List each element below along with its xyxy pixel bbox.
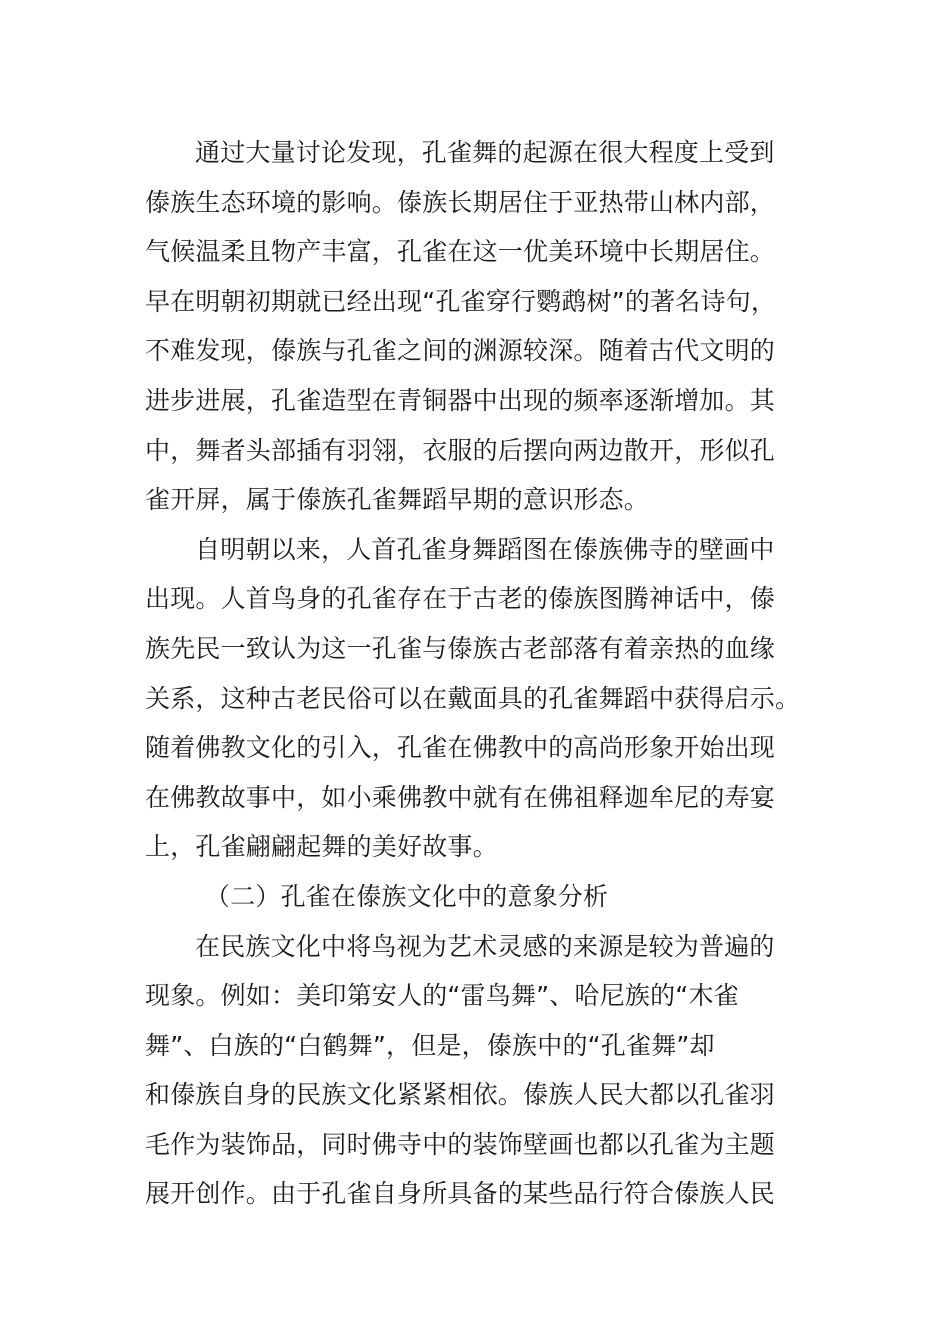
paragraph-line: 上，孔雀翩翩起舞的美好故事。 — [145, 832, 498, 862]
paragraph-2 — [145, 525, 805, 872]
paragraph-line: 毛作为装饰品，同时佛寺中的装饰壁画也都以孔雀为主题 — [145, 1129, 776, 1159]
paragraph-line: 自明朝以来，人首孔雀身舞蹈图在傣族佛寺的壁画中 — [195, 534, 775, 564]
paragraph-line: 中，舞者头部插有羽翎，衣服的后摆向两边散开，形似孔 — [145, 435, 776, 465]
paragraph-line: 现象。例如：美印第安人的“雷鸟舞”、哈尼族的“木雀 — [145, 981, 739, 1011]
paragraph-line: 气候温柔且物产丰富，孔雀在这一优美环境中长期居住。 — [145, 237, 776, 267]
paragraph-3 — [145, 922, 805, 1220]
section-heading: （二）孔雀在傣族文化中的意象分析 — [205, 881, 609, 911]
paragraph-line: 傣族生态环境的影响。傣族长期居住于亚热带山林内部， — [145, 187, 776, 217]
paragraph-line: 随着佛教文化的引入，孔雀在佛教中的高尚形象开始出现 — [145, 733, 776, 763]
paragraph-line: 在佛教故事中，如小乘佛教中就有在佛祖释迦牟尼的寿宴 — [145, 782, 776, 812]
paragraph-line: 通过大量讨论发现，孔雀舞的起源在很大程度上受到 — [195, 138, 775, 167]
paragraph-line: 进步进展，孔雀造型在青铜器中出现的频率逐渐增加。其 — [145, 385, 776, 415]
paragraph-line: 早在明朝初期就已经出现“孔雀穿行鹦鹉树”的著名诗句， — [145, 286, 777, 316]
paragraph-line: 族先民一致认为这一孔雀与傣族古老部落有着亲热的血缘 — [145, 633, 776, 663]
paragraph-line: 出现。人首鸟身的孔雀存在于古老的傣族图腾神话中，傣 — [145, 584, 776, 614]
paragraph-line: 在民族文化中将鸟视为艺术灵感的来源是较为普遍的 — [195, 931, 775, 961]
document-body — [145, 128, 805, 1219]
paragraph-line: 雀开屏，属于傣族孔雀舞蹈早期的意识形态。 — [145, 485, 650, 515]
paragraph-line: 关系，这种古老民俗可以在戴面具的孔雀舞蹈中获得启示。 — [145, 683, 801, 713]
paragraph-line: 和傣族自身的民族文化紧紧相依。傣族人民大都以孔雀羽 — [145, 1080, 776, 1110]
paragraph-line: 舞”、白族的“白鹤舞”，但是，傣族中的“孔雀舞”却 — [145, 1030, 715, 1060]
paragraph-1 — [145, 128, 805, 525]
paragraph-line: 不难发现，傣族与孔雀之间的渊源较深。随着古代文明的 — [145, 336, 776, 366]
paragraph-line: 展开创作。由于孔雀自身所具备的某些品行符合傣族人民 — [145, 1179, 776, 1209]
